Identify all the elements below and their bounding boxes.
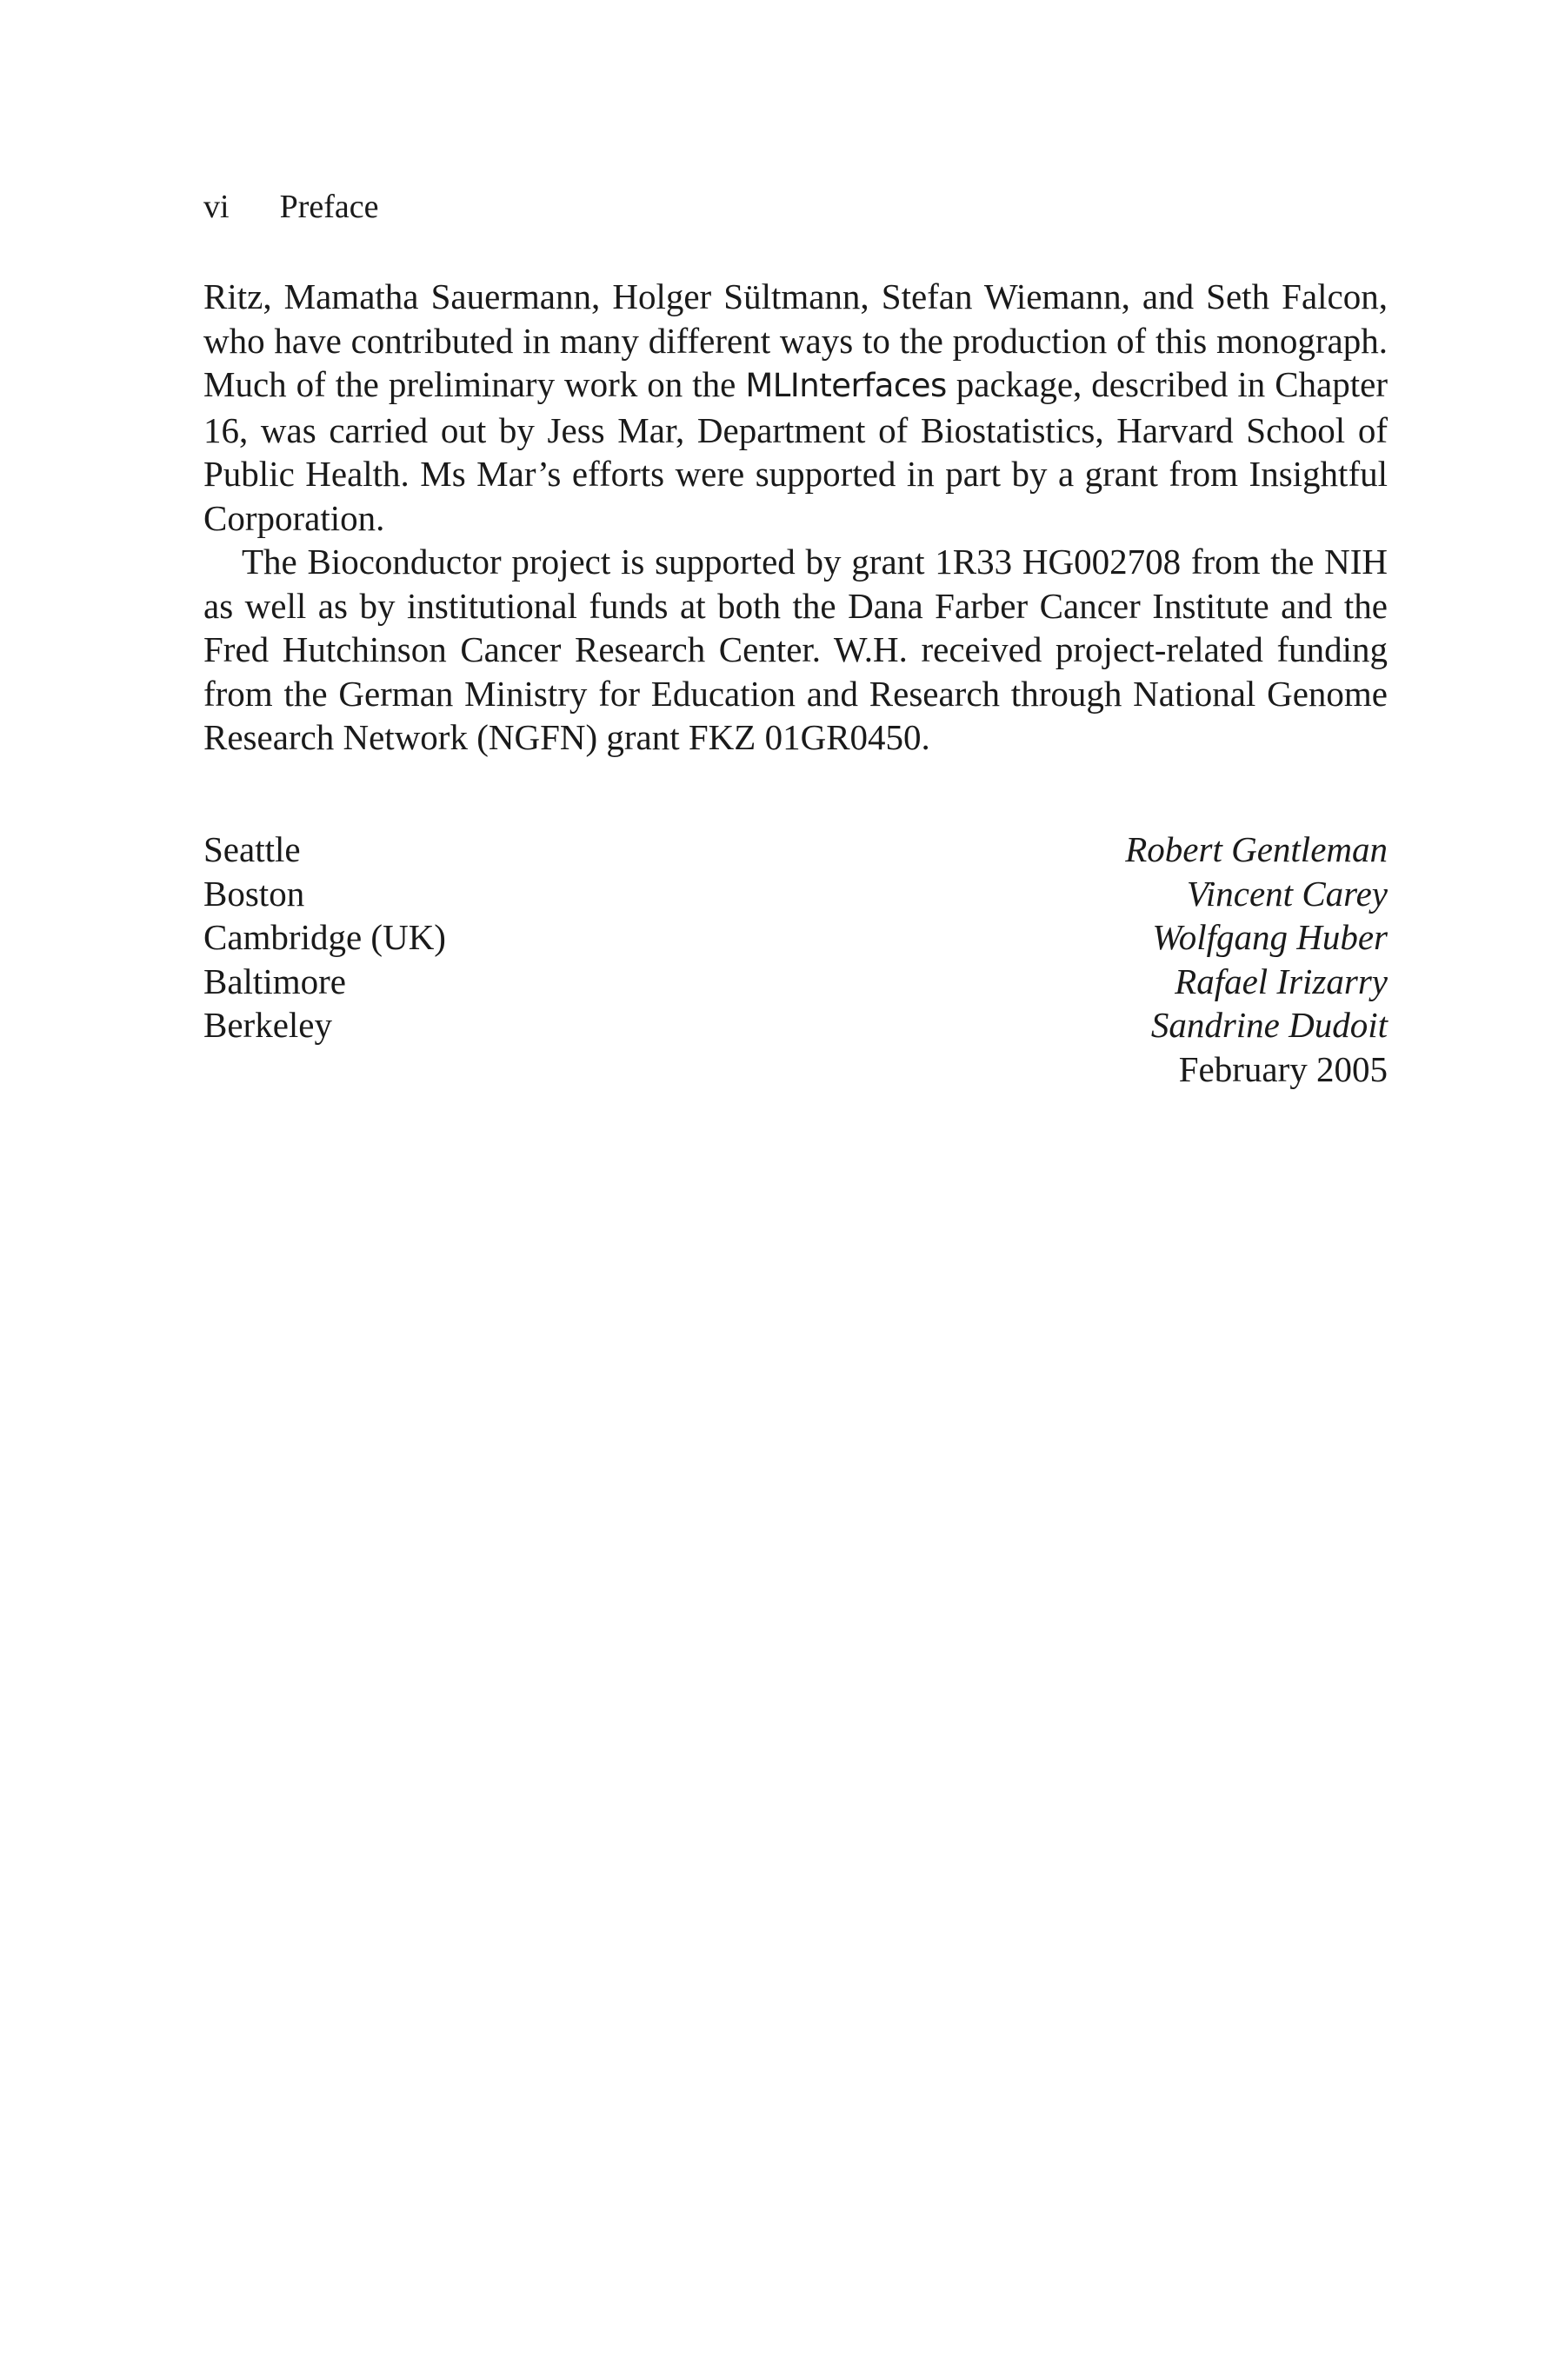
place: Seattle [203,829,301,869]
places-column [203,828,446,1091]
paragraph-funding: The Bioconductor project is supported by grant 1R33 HG002708 from the NIH as well as by institutional funds at both the Dana Farber Cancer Institute and the Fred Hutchinson Cancer Research Center. W.H. received project-related funding from the German Ministry for Education and Research through National Genome Research Network (NGFN) grant FKZ 01GR0450. [203,542,1388,757]
running-head [203,184,378,229]
section-title: Preface [279,189,379,225]
place: Baltimore [203,961,346,1001]
preface-date: February 2005 [1178,1048,1388,1089]
package-name: MLInterfaces [745,367,947,404]
authors-column [1125,828,1388,1091]
place: Cambridge (UK) [203,917,446,957]
page-number: vi [203,189,230,225]
author-name: Robert Gentleman [1125,829,1388,869]
body-text [203,275,1388,760]
author-name: Rafael Irizarry [1175,961,1388,1001]
paragraph-acknowledgements [203,275,1388,540]
paragraph-1-part-2: package, described in Chapter 16, was carried out by Jess Mar, Department of Biostatistics, Harvard School of Public Health. Ms Mar’s efforts were supported in part by a grant from Insightful Corporation. [203,364,1389,538]
place: Berkeley [203,1005,332,1045]
author-name: Wolfgang Huber [1152,917,1388,957]
place: Boston [203,873,305,914]
paragraph-1-part-1: Ritz, Mamatha Sauermann, Holger Sültmann, Stefan Wiemann, and Seth Falcon, who have contributed in many different ways to the production of this monograph. Much of the preliminary work on the [203,276,1388,404]
signature-block [203,828,1388,1091]
author-name: Vincent Carey [1186,873,1388,914]
author-name: Sandrine Dudoit [1150,1005,1388,1045]
